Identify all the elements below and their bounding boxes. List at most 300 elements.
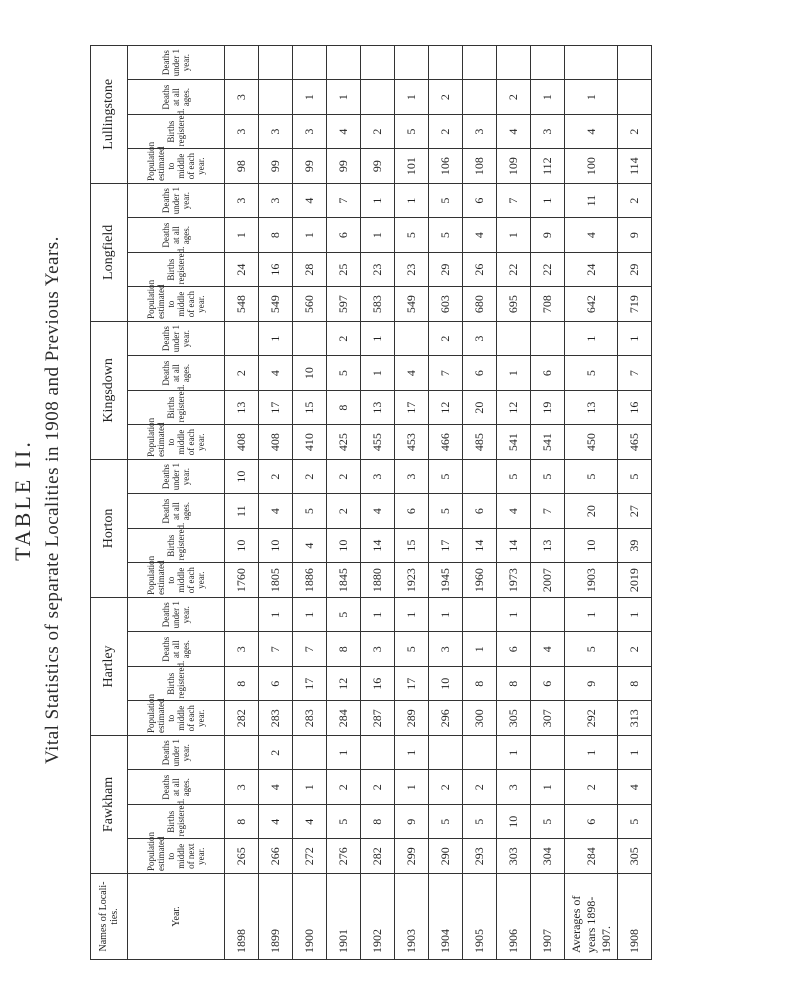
table-cell: 3 [225,770,259,805]
table-cell: 8 [497,666,531,701]
table-cell: 13 [565,390,618,425]
table-cell: 12 [497,390,531,425]
table-cell: 2 [361,114,395,149]
table-cell: 5 [463,805,497,840]
table-cell: 583 [361,287,395,322]
table-cell: 5 [618,805,652,840]
table-cell: 1 [327,80,361,115]
table-cell: 2 [463,770,497,805]
table-cell: 307 [531,701,565,736]
table-row [327,45,361,959]
table-cell: 4 [293,805,327,840]
table-cell: 17 [259,390,293,425]
year-header: Year. [128,874,225,960]
table-cell: 1 [225,218,259,253]
table-cell: 1 [565,597,618,632]
table-cell: 1 [395,597,429,632]
table-cell: 1903 [565,563,618,598]
table-cell: 10 [259,528,293,563]
table-cell [463,597,497,632]
table-cell: 1 [497,597,531,632]
table-cell [618,80,652,115]
table-cell: 1886 [293,563,327,598]
table-cell: 1 [361,597,395,632]
table-cell: 5 [395,632,429,667]
table-cell: 12 [327,666,361,701]
column-subheader: Population estimated to middle of each year. [128,701,225,736]
table-cell: 1 [259,321,293,356]
table-cell [531,735,565,770]
table-cell: 7 [429,356,463,391]
table-cell: 10 [225,459,259,494]
year-cell: 1898 [225,874,259,960]
table-cell: 3 [361,459,395,494]
table-cell: 2 [565,770,618,805]
table-cell: 10 [429,666,463,701]
table-cell: 2 [225,356,259,391]
table-cell: 6 [463,356,497,391]
table-cell: 293 [463,839,497,874]
table-cell: 6 [463,494,497,529]
column-subheader: Births registered. [128,114,225,149]
year-cell: 1905 [463,874,497,960]
table-cell: 8 [618,666,652,701]
table-cell [361,735,395,770]
table-cell: 13 [531,528,565,563]
table-cell: 1973 [497,563,531,598]
table-row [429,45,463,959]
table-cell: 1 [618,735,652,770]
table-cell: 8 [327,632,361,667]
column-subheader: Population estimated to middle of next year. [128,839,225,874]
table-cell: 5 [327,356,361,391]
table-cell: 292 [565,701,618,736]
table-cell: 101 [395,149,429,184]
table-cell: 8 [259,218,293,253]
table-cell: 16 [618,390,652,425]
table-cell: 1880 [361,563,395,598]
table-cell: 603 [429,287,463,322]
table-cell: 114 [618,149,652,184]
table-cell [463,45,497,80]
table-cell: 1 [395,183,429,218]
table-cell: 6 [531,666,565,701]
table-cell: 15 [395,528,429,563]
table-cell: 284 [565,839,618,874]
table-cell: 1 [395,770,429,805]
table-cell: 2 [497,80,531,115]
column-subheader: Births registered. [128,390,225,425]
column-subheader: Deaths at all ages. [128,770,225,805]
table-cell: 5 [497,459,531,494]
table-cell: 1 [361,218,395,253]
table-cell [225,735,259,770]
table-cell: 26 [463,252,497,287]
table-cell: 283 [259,701,293,736]
table-cell: 408 [259,425,293,460]
table-cell: 287 [361,701,395,736]
table-cell: 642 [565,287,618,322]
year-cell: 1908 [618,874,652,960]
table-cell: 13 [225,390,259,425]
table-cell: 1 [293,597,327,632]
table-cell: 305 [497,701,531,736]
table-cell: 4 [565,218,618,253]
table-row [618,45,652,959]
table-cell: 1 [618,321,652,356]
table-cell: 4 [395,356,429,391]
column-subheader: Population estimated to middle of each year. [128,563,225,598]
table-cell [225,321,259,356]
table-cell: 14 [361,528,395,563]
table-cell: 541 [531,425,565,460]
table-cell: 1 [361,321,395,356]
table-cell: 109 [497,149,531,184]
table-cell: 2 [429,321,463,356]
table-cell [531,597,565,632]
table-cell: 455 [361,425,395,460]
table-cell [361,80,395,115]
table-cell: 1 [531,80,565,115]
table-cell: 2 [327,459,361,494]
table-cell: 283 [293,701,327,736]
table-cell: 7 [293,632,327,667]
table-cell: 16 [361,666,395,701]
table-cell: 6 [565,805,618,840]
column-subheader: Deaths at all ages. [128,494,225,529]
column-subheader: Births registered. [128,528,225,563]
table-cell: 99 [293,149,327,184]
table-cell: 4 [565,114,618,149]
table-cell: 296 [429,701,463,736]
table-cell: 465 [618,425,652,460]
year-cell: 1904 [429,874,463,960]
table-cell: 5 [565,459,618,494]
table-cell: 6 [259,666,293,701]
table-cell: 12 [429,390,463,425]
table-cell: 1 [361,183,395,218]
table-cell: 5 [531,459,565,494]
table-cell [497,321,531,356]
table-cell [463,735,497,770]
table-cell: 549 [395,287,429,322]
table-cell: 1923 [395,563,429,598]
table-cell: 5 [618,459,652,494]
table-cell: 265 [225,839,259,874]
table-cell: 5 [429,183,463,218]
table-row [531,45,565,959]
table-cell: 3 [225,632,259,667]
table-cell: 695 [497,287,531,322]
table-cell [259,45,293,80]
table-cell: 2 [429,80,463,115]
table-cell: 10 [293,356,327,391]
table-cell: 39 [618,528,652,563]
locality-hartley: Hartley [91,597,128,735]
table-cell: 8 [225,805,259,840]
table-cell: 29 [618,252,652,287]
table-cell: 4 [259,356,293,391]
table-cell: 289 [395,701,429,736]
table-cell: 108 [463,149,497,184]
table-cell: 10 [565,528,618,563]
table-row [565,45,618,959]
table-cell: 2 [429,770,463,805]
table-cell: 1 [327,735,361,770]
table-cell: 20 [463,390,497,425]
table-cell: 2 [293,459,327,494]
table-row [361,45,395,959]
table-cell: 98 [225,149,259,184]
table-cell [395,321,429,356]
table-cell: 1960 [463,563,497,598]
column-subheader: Deaths under 1 year. [128,597,225,632]
table-cell: 4 [259,805,293,840]
column-subheader: Deaths at all ages. [128,632,225,667]
table-cell: 27 [618,494,652,529]
table-cell: 2 [618,632,652,667]
table-cell: 313 [618,701,652,736]
table-cell: 4 [463,218,497,253]
table-cell: 548 [225,287,259,322]
table-cell: 2 [259,735,293,770]
table-cell [618,45,652,80]
table-cell: 6 [395,494,429,529]
table-cell [395,45,429,80]
table-cell: 6 [531,356,565,391]
table-cell: 6 [497,632,531,667]
table-cell: 485 [463,425,497,460]
table-cell: 2 [429,114,463,149]
table-cell: 5 [327,597,361,632]
table-cell: 1845 [327,563,361,598]
table-cell: 17 [395,390,429,425]
table-row [293,45,327,959]
table-cell: 282 [361,839,395,874]
table-cell: 9 [565,666,618,701]
table-cell: 10 [327,528,361,563]
table-cell: 4 [327,114,361,149]
table-cell: 16 [259,252,293,287]
table-cell: 1 [463,632,497,667]
table-cell: 4 [293,528,327,563]
table-cell: 17 [395,666,429,701]
table-cell: 1 [618,597,652,632]
table-cell: 14 [497,528,531,563]
table-cell: 1 [497,735,531,770]
column-subheader: Births registered. [128,666,225,701]
table-cell: 708 [531,287,565,322]
locality-longfield: Longfield [91,183,128,321]
table-cell: 28 [293,252,327,287]
table-cell: 1 [395,80,429,115]
table-cell: 17 [429,528,463,563]
table-cell: 425 [327,425,361,460]
table-cell: 3 [497,770,531,805]
table-cell: 17 [293,666,327,701]
table-cell: 4 [259,494,293,529]
heading [10,40,64,960]
table-cell: 11 [565,183,618,218]
table-cell: 450 [565,425,618,460]
table-cell: 305 [618,839,652,874]
table-cell: 719 [618,287,652,322]
table-cell: 266 [259,839,293,874]
table-cell: 466 [429,425,463,460]
year-cell: 1900 [293,874,327,960]
table-cell: 1 [531,183,565,218]
table-cell [225,597,259,632]
column-subheader: Deaths under 1 year. [128,735,225,770]
table-cell: 541 [497,425,531,460]
table-cell: 8 [463,666,497,701]
table-cell [565,45,618,80]
table-cell: 1 [565,735,618,770]
table-cell [293,321,327,356]
year-cell: Averages of years 1898-1907. [565,874,618,960]
table-cell: 1 [395,735,429,770]
table-cell: 7 [259,632,293,667]
table-cell: 549 [259,287,293,322]
table-cell: 1 [565,321,618,356]
column-subheader: Deaths under 1 year. [128,45,225,80]
table-cell [429,735,463,770]
table-cell: 5 [293,494,327,529]
table-cell: 9 [395,805,429,840]
names-of-localities-header: Names of Locali-ties. [91,874,128,960]
locality-kingsdown: Kingsdown [91,321,128,459]
table-cell: 14 [463,528,497,563]
table-cell: 1 [497,218,531,253]
table-row [395,45,429,959]
table-cell: 100 [565,149,618,184]
table-cell: 300 [463,701,497,736]
column-subheader: Deaths under 1 year. [128,321,225,356]
year-cell: 1907 [531,874,565,960]
locality-lullingstone: Lullingstone [91,45,128,183]
table-row [463,45,497,959]
year-cell: 1902 [361,874,395,960]
column-subheader: Population estimated to middle of each year. [128,287,225,322]
table-cell: 282 [225,701,259,736]
table-cell: 3 [225,80,259,115]
year-cell: 1906 [497,874,531,960]
table-cell: 5 [565,632,618,667]
table-cell: 284 [327,701,361,736]
table-cell: 3 [225,114,259,149]
table-cell: 23 [361,252,395,287]
locality-fawkham: Fawkham [91,735,128,873]
table-cell: 2007 [531,563,565,598]
table-cell: 8 [361,805,395,840]
table-cell: 20 [565,494,618,529]
column-subheader: Deaths at all ages. [128,218,225,253]
table-cell: 272 [293,839,327,874]
table-cell: 303 [497,839,531,874]
table-cell [259,80,293,115]
table-cell: 5 [429,805,463,840]
table-cell: 7 [531,494,565,529]
table-cell: 453 [395,425,429,460]
year-cell: 1903 [395,874,429,960]
table-cell: 2 [618,183,652,218]
table-cell: 1 [497,356,531,391]
table-cell: 10 [225,528,259,563]
table-cell [531,321,565,356]
table-cell: 7 [618,356,652,391]
column-subheader: Deaths at all ages. [128,80,225,115]
table-cell: 1 [429,597,463,632]
table-cell: 99 [361,149,395,184]
table-cell: 4 [497,494,531,529]
table-cell [225,45,259,80]
table-cell: 1945 [429,563,463,598]
table-cell: 22 [531,252,565,287]
table-cell [327,45,361,80]
table-cell: 5 [395,114,429,149]
table-cell: 15 [293,390,327,425]
table-cell: 2 [327,321,361,356]
table-cell: 4 [531,632,565,667]
table-cell: 6 [327,218,361,253]
table-cell: 290 [429,839,463,874]
table-cell: 19 [531,390,565,425]
column-subheader: Births registered. [128,252,225,287]
table-cell: 99 [327,149,361,184]
table-cell: 106 [429,149,463,184]
table-cell: 2 [618,114,652,149]
table-cell: 1 [259,597,293,632]
table-cell: 5 [327,805,361,840]
table-cell: 8 [225,666,259,701]
column-subheader: Deaths at all ages. [128,356,225,391]
table-cell: 22 [497,252,531,287]
locality-horton: Horton [91,459,128,597]
table-cell: 5 [429,218,463,253]
table-cell [293,45,327,80]
year-cell: 1899 [259,874,293,960]
year-cell: 1901 [327,874,361,960]
table-cell: 8 [327,390,361,425]
table-cell: 29 [429,252,463,287]
table-cell: 13 [361,390,395,425]
table-title: TABLE II. [10,439,35,561]
table-cell: 3 [293,114,327,149]
table-cell: 2 [327,494,361,529]
table-cell: 7 [497,183,531,218]
table-cell: 7 [327,183,361,218]
table-cell: 3 [429,632,463,667]
table-cell: 3 [225,183,259,218]
table-cell: 6 [463,183,497,218]
table-cell [463,80,497,115]
table-cell: 410 [293,425,327,460]
table-cell: 680 [463,287,497,322]
table-row [259,45,293,959]
table-cell: 11 [225,494,259,529]
table-cell: 1 [293,80,327,115]
table-cell: 1 [293,218,327,253]
table-cell: 9 [618,218,652,253]
table-subtitle: Vital Statistics of separate Localities in 1908 and Previous Years. [42,236,63,764]
table-cell [531,45,565,80]
table-cell: 25 [327,252,361,287]
table-cell: 1 [361,356,395,391]
table-cell: 408 [225,425,259,460]
table-cell: 4 [361,494,395,529]
table-cell [463,459,497,494]
table-cell: 23 [395,252,429,287]
